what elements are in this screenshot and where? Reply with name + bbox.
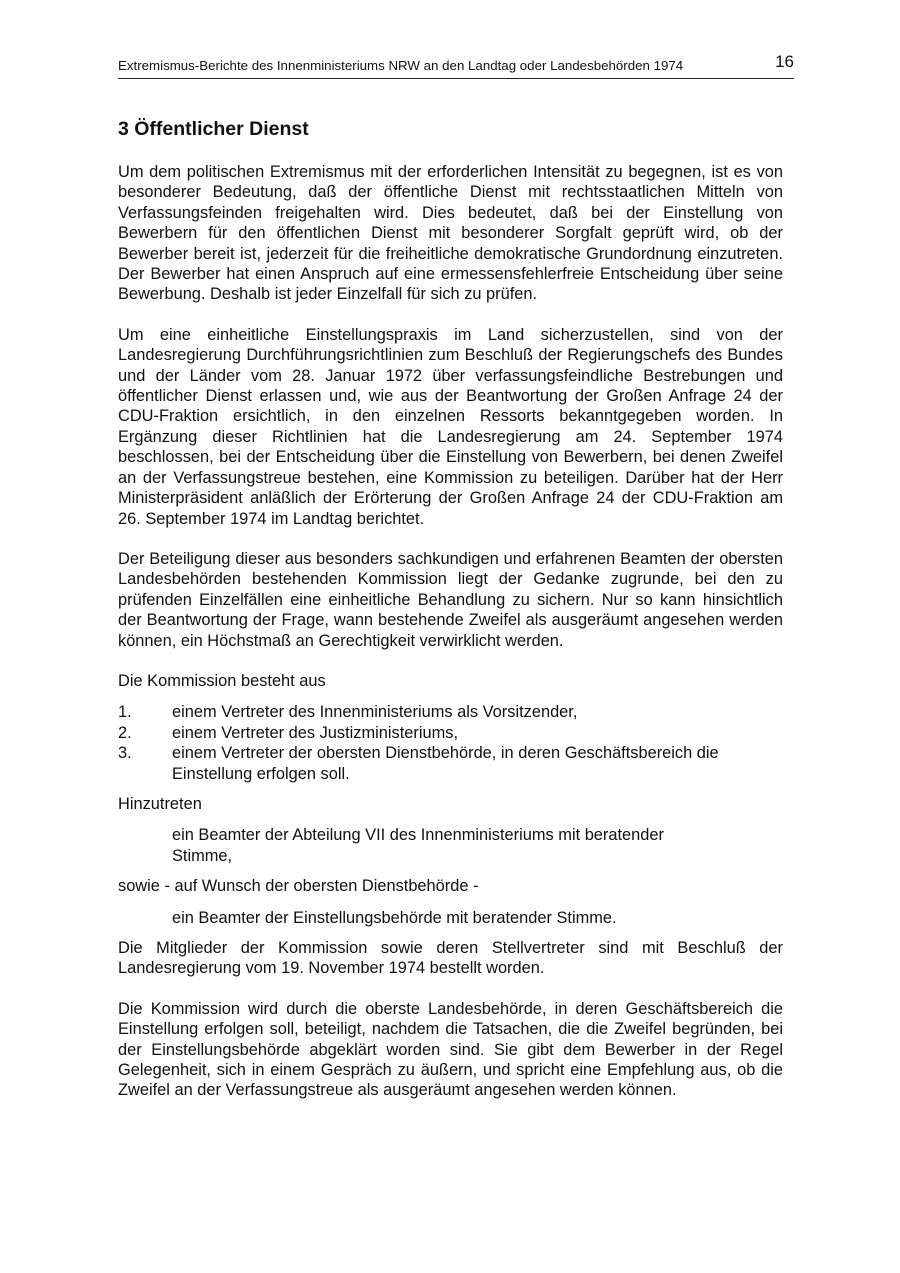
list-item-number: 2. bbox=[118, 723, 132, 742]
list-item-text: einem Vertreter der obersten Dienstbehörde, in deren Geschäftsbereich die Einstellung erfolgen soll. bbox=[172, 744, 719, 783]
page-content bbox=[118, 116, 783, 1121]
list-item bbox=[118, 702, 783, 722]
commission-members-list bbox=[118, 702, 783, 784]
running-header bbox=[118, 52, 794, 79]
paragraph-procedure: Die Kommission wird durch die oberste Landesbehörde, in deren Geschäftsbereich die Einstellung erfolgen soll, beteiligt, nachdem die Tatsachen, die die Zweifel begründen, bei der Einstellungsbehörde abgeklärt worden sind. Sie gibt dem Bewerber in der Regel Gelegenheit, sich in einem Gespräch zu äußern, und spricht eine Empfehlung aus, ob die Zweifel an der Verfassungstreue als ausgeräumt angesehen werden können. bbox=[118, 999, 783, 1100]
list-item-number: 1. bbox=[118, 703, 132, 722]
section-title: 3 Öffentlicher Dienst bbox=[118, 118, 309, 140]
page-number: 16 bbox=[775, 52, 794, 71]
running-title: Extremismus-Berichte des Innenministeriums NRW an den Landtag oder Landesbehörden 1974 bbox=[118, 58, 684, 73]
list-item-number: 3. bbox=[118, 744, 132, 763]
paragraph-appointment: Die Mitglieder der Kommission sowie deren Stellvertreter sind mit Beschluß der Landesregierung vom 19. November 1974 bestellt worden. bbox=[118, 939, 783, 978]
paragraph-commission-composition: Die Kommission besteht aus bbox=[118, 671, 326, 690]
paragraph-commission-purpose: Der Beteiligung dieser aus besonders sachkundigen und erfahrenen Beamten der obersten Landesbehörden bestehenden Kommission liegt der Gedanke zugrunde, bei den zu prüfenden Einzelfällen eine einheitliche Behandlung zu sichern. Nur so kann hinsichtlich der Beantwortung der Frage, wann bestehende Zweifel als ausgeräumt angesehen werden können, ein Höchstmaß an Gerechtigkeit verwirklicht werden. bbox=[118, 549, 783, 650]
list-item-text: einem Vertreter des Justizministeriums, bbox=[172, 723, 459, 742]
paragraph-guidelines: Um eine einheitliche Einstellungspraxis im Land sicherzustellen, sind von der Landesregierung Durchführungsrichtlinien zum Beschluß der Regierungschefs des Bundes und der Länder vom 28. Januar 1972 über verfassungsfeindliche Bestrebungen und öffentlicher Dienst erlassen und, wie aus der Beantwortung der Großen Anfrage 24 der CDU-Fraktion ersichtlich, in den einzelnen Ressorts bekanntgegeben worden. In Ergänzung dieser Richtlinien hat die Landesregierung am 24. September 1974 beschlossen, bei der Entscheidung über die Einstellung von Bewerbern, bei denen Zweifel an der Verfassungstreue bestehen, eine Kommission zu beteiligen. Darüber hat der Herr Ministerpräsident anläßlich der Erörterung der Großen Anfrage 24 der CDU-Fraktion am 26. September 1974 im Landtag berichtet. bbox=[118, 325, 783, 528]
paragraph-on-request: sowie - auf Wunsch der obersten Dienstbehörde - bbox=[118, 877, 479, 896]
paragraph-intro: Um dem politischen Extremismus mit der erforderlichen Intensität zu begegnen, ist es von besonderer Bedeutung, daß der öffentliche Dienst mit rechtsstaatlichen Mitteln von Verfassungsfeinden freigehalten wird. Dies bedeutet, daß bei der Einstellung von Bewerbern für den öffentlichen Dienst mit besonderer Sorgfalt geprüft wird, ob der Bewerber bereit ist, jederzeit für die freiheitliche demokratische Grundordnung einzutreten. Der Bewerber hat einen Anspruch auf eine ermessensfehlerfreie Entscheidung über seine Bewerbung. Deshalb ist jeder Einzelfall für sich zu prüfen. bbox=[118, 163, 783, 304]
list-item-text: einem Vertreter des Innenministeriums als Vorsitzender, bbox=[172, 703, 578, 722]
list-item bbox=[118, 723, 783, 743]
list-item bbox=[118, 743, 783, 784]
paragraph-additional-members: Hinzutreten bbox=[118, 794, 202, 813]
indented-hiring-authority-official: ein Beamter der Einstellungsbehörde mit beratender Stimme. bbox=[172, 908, 617, 927]
indented-advisor-official: ein Beamter der Abteilung VII des Innenministeriums mit beratender Stimme, bbox=[172, 826, 664, 865]
